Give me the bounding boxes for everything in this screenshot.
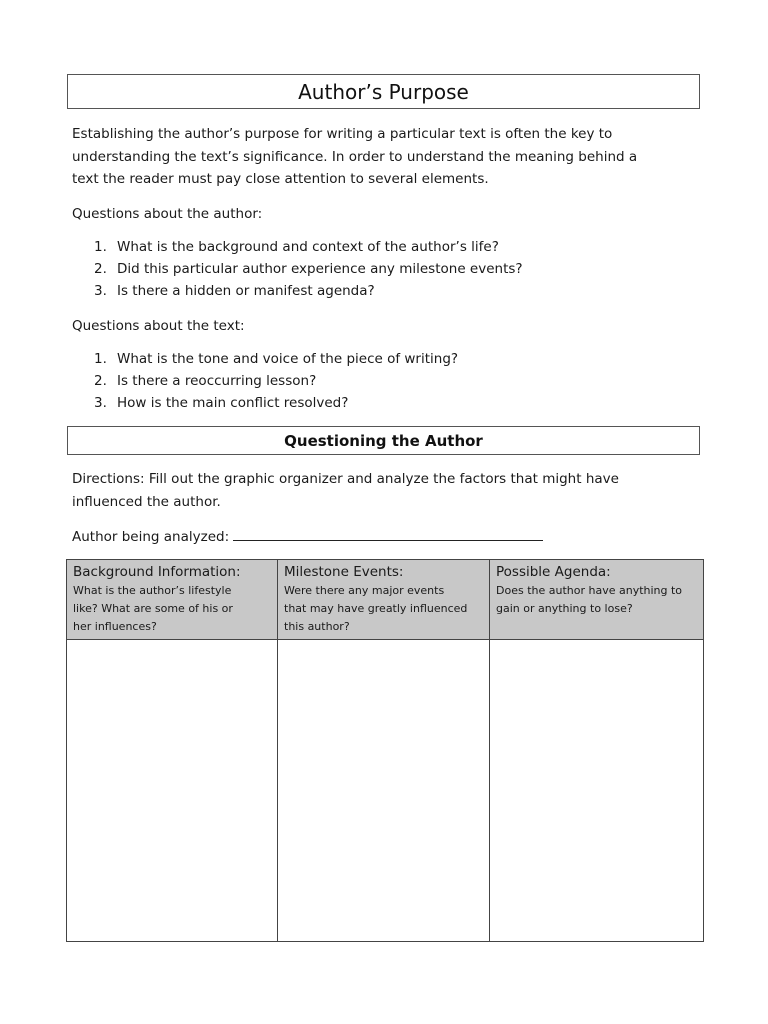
column-description-line: her influences? bbox=[73, 620, 157, 633]
intro-line: text the reader must pay close attention to several elements. bbox=[72, 171, 489, 187]
list-number: 3. bbox=[94, 395, 107, 411]
column-title: Possible Agenda: bbox=[496, 564, 611, 580]
column-title: Background Information: bbox=[73, 564, 241, 580]
organizer-answer-row bbox=[67, 640, 704, 942]
list-number: 1. bbox=[94, 351, 107, 367]
author-field-blank[interactable] bbox=[233, 527, 543, 541]
column-header-milestones bbox=[278, 560, 490, 640]
intro-line: understanding the text’s significance. In order to understand the meaning behind a bbox=[72, 148, 638, 165]
directions-paragraph bbox=[72, 468, 692, 513]
section-title: Questioning the Author bbox=[67, 426, 700, 455]
author-questions-list bbox=[72, 236, 523, 302]
list-text: Did this particular author experience any milestone events? bbox=[117, 261, 523, 277]
list-text: Is there a hidden or manifest agenda? bbox=[117, 283, 375, 299]
answer-cell-agenda[interactable] bbox=[490, 640, 704, 942]
author-field bbox=[72, 526, 543, 548]
graphic-organizer bbox=[66, 559, 704, 942]
list-text: What is the tone and voice of the piece of writing? bbox=[117, 351, 459, 367]
list-number: 2. bbox=[94, 373, 107, 389]
column-description-line: gain or anything to lose? bbox=[496, 602, 633, 615]
intro-paragraph bbox=[72, 123, 692, 191]
list-number: 3. bbox=[94, 283, 107, 299]
intro-line: Establishing the author’s purpose for writing a particular text is often the key to bbox=[72, 126, 613, 142]
list-item bbox=[72, 370, 458, 392]
list-text: What is the background and context of the author’s life? bbox=[117, 239, 499, 255]
directions-line: Directions: Fill out the graphic organizer and analyze the factors that might have bbox=[72, 471, 619, 487]
list-item bbox=[72, 258, 523, 280]
author-field-label: Author being analyzed: bbox=[72, 529, 230, 545]
answer-cell-background[interactable] bbox=[67, 640, 278, 942]
column-description-line: What is the author’s lifestyle bbox=[73, 584, 232, 597]
column-description-line: that may have greatly influenced bbox=[284, 602, 468, 615]
organizer-header-row bbox=[67, 560, 704, 640]
column-description-line: Does the author have anything to bbox=[496, 584, 683, 597]
column-description-line: Were there any major events bbox=[284, 584, 445, 597]
text-questions-heading: Questions about the text: bbox=[72, 318, 245, 334]
list-item bbox=[72, 392, 458, 414]
directions-line: influenced the author. bbox=[72, 493, 221, 510]
column-description-line: like? What are some of his or bbox=[73, 602, 233, 615]
text-questions-list bbox=[72, 348, 458, 414]
column-header-background bbox=[67, 560, 278, 640]
answer-cell-milestones[interactable] bbox=[278, 640, 490, 942]
list-text: How is the main conflict resolved? bbox=[117, 395, 349, 411]
column-header-agenda bbox=[490, 560, 704, 640]
column-title: Milestone Events: bbox=[284, 564, 404, 580]
page-title: Author’s Purpose bbox=[67, 74, 700, 109]
list-item bbox=[72, 348, 458, 370]
list-item bbox=[72, 236, 523, 258]
column-description-line: this author? bbox=[284, 620, 350, 633]
list-item bbox=[72, 280, 523, 302]
list-number: 2. bbox=[94, 261, 107, 277]
list-text: Is there a reoccurring lesson? bbox=[117, 373, 317, 389]
author-questions-heading: Questions about the author: bbox=[72, 206, 263, 222]
list-number: 1. bbox=[94, 239, 107, 255]
